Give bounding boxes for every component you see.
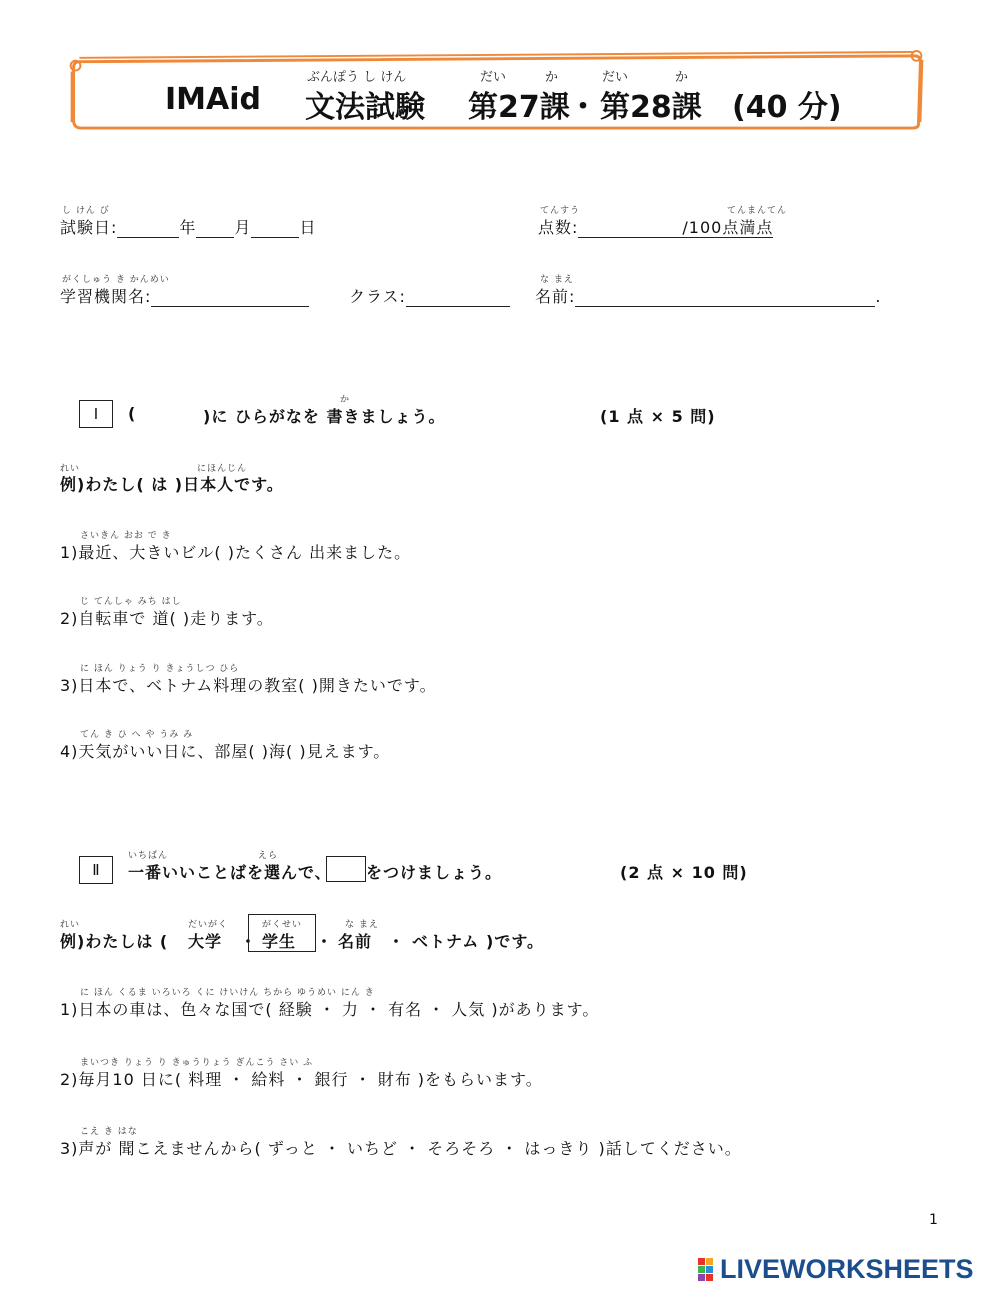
name-end: . bbox=[875, 287, 882, 306]
institution-ruby: がくしゅう き かんめい bbox=[62, 275, 170, 285]
s1-q3-ruby: に ほん りょう り きょうしつ ひら bbox=[80, 664, 240, 674]
year-label: 年 bbox=[179, 218, 197, 237]
s2-example-ruby-namae: な まえ bbox=[345, 920, 379, 930]
s1-example-ruby-nihonjin: にほんじん bbox=[197, 464, 248, 474]
s2-q1-ruby: に ほん くるま いろいろ くに けいけん ちから ゆうめい にん き bbox=[80, 988, 375, 998]
title-lesson2: 第28課 bbox=[600, 90, 702, 125]
month-blank[interactable] bbox=[196, 223, 234, 238]
section1-number-box: Ⅰ bbox=[79, 400, 113, 428]
s1-example-ruby-rei: れい bbox=[60, 464, 81, 474]
s2-example-ruby-gakusei: がくせい bbox=[262, 920, 303, 930]
s2-example-suffix: )です。 bbox=[486, 932, 545, 951]
s1-q2-ruby: じ てんしゃ みち はし bbox=[80, 597, 182, 607]
month-label: 月 bbox=[234, 218, 252, 237]
s2-question-1[interactable]: 1)日本の車は、色々な国で( 経験 ・ 力 ・ 有名 ・ 人気 )があります。 bbox=[60, 1000, 600, 1019]
s2-q2-ruby: まいつき りょう り きゅうりょう ぎんこう さい ふ bbox=[80, 1058, 314, 1068]
s2-example-answer: 学生 bbox=[262, 932, 297, 951]
s2-example-ruby-rei: れい bbox=[60, 920, 81, 930]
section2-instruction-a: 一番いいことばを選んで、 bbox=[128, 863, 332, 882]
s2-example-opt3: 名前 bbox=[338, 932, 373, 951]
title-lesson1: 第27課 bbox=[468, 90, 570, 125]
name-field-row bbox=[535, 284, 882, 307]
s2-question-3[interactable]: 3)声が 聞こえませんから( ずっと ・ いちど ・ そろそろ ・ はっきり )話してください。 bbox=[60, 1139, 742, 1158]
s2-example-opt4: ベトナム bbox=[412, 932, 480, 951]
answer-box-sample bbox=[326, 856, 366, 882]
institution-label: 学習機関名: bbox=[60, 287, 152, 306]
s1-question-2[interactable]: 2)自転車で 道( )走ります。 bbox=[60, 609, 274, 628]
s1-question-4[interactable]: 4)天気がいい日に、部屋( )海( )見えます。 bbox=[60, 742, 391, 761]
section2-number-box: Ⅱ bbox=[79, 856, 113, 884]
s2-example-dot3: ・ bbox=[388, 932, 406, 951]
s1-question-3[interactable]: 3)日本で、ベトナム料理の教室( )開きたいです。 bbox=[60, 676, 437, 695]
section1-instruction-open: ( bbox=[128, 404, 137, 423]
section1-instruction: )に ひらがなを 書きましょう。 bbox=[203, 407, 446, 426]
section2-ruby-ichiban: いちばん bbox=[128, 851, 169, 861]
title-time: (40 分) bbox=[732, 90, 842, 125]
liveworksheets-logo-text[interactable]: LIVEWORKSHEETS bbox=[720, 1254, 974, 1284]
institution-field-row bbox=[60, 284, 309, 307]
title-ruby-ka2: か bbox=[675, 70, 689, 85]
s2-example-dot1: ・ bbox=[240, 932, 258, 951]
section1-points: (1 点 × 5 問) bbox=[600, 407, 716, 426]
section2-instruction-b: をつけましょう。 bbox=[366, 863, 503, 882]
title-ruby-exam: ぶんぽう し けん bbox=[307, 70, 407, 85]
s2-question-2[interactable]: 2)毎月10 日に( 料理 ・ 給料 ・ 銀行 ・ 財布 )をもらいます。 bbox=[60, 1070, 543, 1089]
class-field-row bbox=[349, 284, 510, 307]
s1-q1-ruby: さいきん おお で き bbox=[80, 531, 172, 541]
institution-blank[interactable] bbox=[151, 292, 309, 307]
score-field-row bbox=[538, 215, 773, 238]
date-ruby: し けん び bbox=[62, 206, 110, 216]
date-label: 試験日: bbox=[60, 218, 118, 237]
class-blank[interactable] bbox=[406, 292, 510, 307]
year-blank[interactable] bbox=[117, 223, 179, 238]
section1-example: 例)わたし( は )日本人です。 bbox=[60, 475, 284, 494]
title-ruby-dai2: だい bbox=[602, 70, 629, 85]
section1-instruction-ruby: か bbox=[340, 395, 351, 405]
s2-example-ruby-daigaku: だいがく bbox=[188, 920, 229, 930]
section2-ruby-eran: えら bbox=[258, 851, 279, 861]
name-label: 名前: bbox=[535, 287, 576, 306]
page-number: 1 bbox=[929, 1212, 938, 1228]
liveworksheets-logo-icon bbox=[698, 1258, 720, 1282]
date-field-row bbox=[60, 215, 316, 238]
s2-q3-ruby: こえ き はな bbox=[80, 1127, 138, 1137]
day-blank[interactable] bbox=[251, 223, 299, 238]
title-separator: ・ bbox=[568, 90, 598, 125]
name-ruby: な まえ bbox=[540, 275, 574, 285]
score-blank[interactable] bbox=[578, 223, 682, 238]
score-ruby: てんすう bbox=[540, 206, 581, 216]
s2-example-opt1: 大学 bbox=[188, 932, 223, 951]
title-ruby-dai1: だい bbox=[480, 70, 507, 85]
title-ruby-ka1: か bbox=[545, 70, 559, 85]
score-total: /100点満点 bbox=[682, 218, 774, 237]
s2-example-prefix: 例)わたしは ( bbox=[60, 932, 169, 951]
name-blank[interactable] bbox=[575, 292, 875, 307]
title-exam: 文法試験 bbox=[305, 90, 425, 125]
section2-points: (2 点 × 10 問) bbox=[620, 863, 748, 882]
score-total-ruby: てんまんてん bbox=[727, 206, 788, 216]
class-label: クラス: bbox=[349, 287, 406, 306]
score-label: 点数: bbox=[538, 218, 579, 237]
s1-question-1[interactable]: 1)最近、大きいビル( )たくさん 出来ました。 bbox=[60, 543, 412, 562]
day-label: 日 bbox=[299, 218, 317, 237]
title-brand: IMAid bbox=[165, 82, 261, 117]
s2-example-dot2: ・ bbox=[316, 932, 334, 951]
s1-q4-ruby: てん き ひ へ や うみ み bbox=[80, 730, 194, 740]
